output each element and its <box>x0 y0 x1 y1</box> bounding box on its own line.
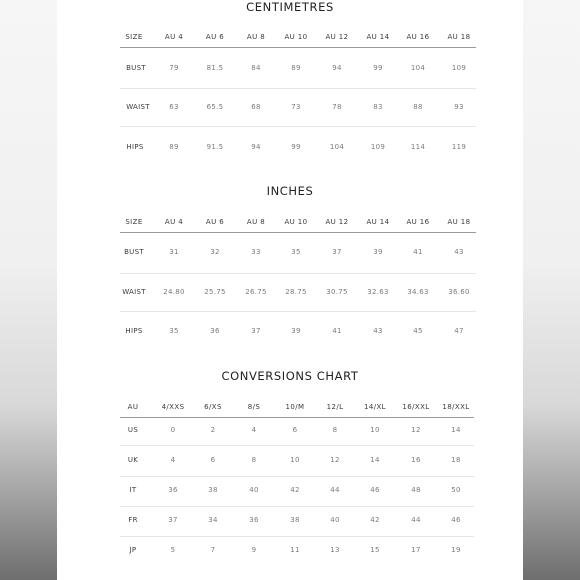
table-cell: 11 <box>290 546 300 554</box>
table-cell: 109 <box>370 143 386 151</box>
table-cell: 16 <box>411 456 421 464</box>
table-cell: 19 <box>451 546 461 554</box>
column-header: AU 18 <box>447 218 471 226</box>
table-cell: 0 <box>170 426 176 434</box>
column-header: SIZE <box>125 218 143 226</box>
column-header: AU 8 <box>246 33 266 41</box>
column-header: 12/L <box>326 403 344 411</box>
column-header: 8/S <box>247 403 261 411</box>
row-label: HIPS <box>126 143 144 151</box>
table-cell: 4 <box>170 456 176 464</box>
column-header: SIZE <box>125 33 143 41</box>
size-guide-sheet <box>57 0 523 580</box>
table-cell: 45 <box>413 327 423 335</box>
table-cell: 63 <box>169 103 179 111</box>
table-cell: 12 <box>411 426 421 434</box>
table-cell: 33 <box>251 248 261 256</box>
table-cell: 48 <box>411 486 421 494</box>
table-cell: 34.63 <box>407 288 429 296</box>
table-cell: 44 <box>330 486 340 494</box>
column-header: AU 16 <box>406 33 430 41</box>
table-cell: 46 <box>370 486 380 494</box>
table-cell: 34 <box>208 516 218 524</box>
table-cell: 104 <box>329 143 345 151</box>
table-cell: 89 <box>291 64 301 72</box>
table-cell: 89 <box>169 143 179 151</box>
table-cell: 36.60 <box>448 288 470 296</box>
table-cell: 79 <box>169 64 179 72</box>
table-cell: 31 <box>169 248 179 256</box>
table-cell: 119 <box>451 143 467 151</box>
table-cell: 18 <box>451 456 461 464</box>
table-cell: 99 <box>373 64 383 72</box>
table-cell: 9 <box>251 546 257 554</box>
column-header: 14/XL <box>364 403 386 411</box>
table-cell: 13 <box>330 546 340 554</box>
column-header: AU 8 <box>246 218 266 226</box>
row-divider <box>120 273 476 274</box>
inches-title: INCHES <box>266 184 314 198</box>
column-header: AU 10 <box>284 33 308 41</box>
column-header: AU 14 <box>366 33 390 41</box>
table-cell: 10 <box>290 456 300 464</box>
table-cell: 12 <box>330 456 340 464</box>
table-cell: 28.75 <box>285 288 307 296</box>
table-cell: 109 <box>451 64 467 72</box>
column-header: AU 10 <box>284 218 308 226</box>
table-cell: 43 <box>373 327 383 335</box>
row-label: BUST <box>126 64 146 72</box>
table-cell: 10 <box>370 426 380 434</box>
table-cell: 38 <box>290 516 300 524</box>
table-cell: 94 <box>332 64 342 72</box>
row-divider <box>120 445 474 446</box>
column-header: AU 4 <box>164 218 184 226</box>
table-cell: 39 <box>373 248 383 256</box>
table-cell: 41 <box>413 248 423 256</box>
table-cell: 42 <box>290 486 300 494</box>
table-cell: 50 <box>451 486 461 494</box>
column-header: 4/XXS <box>161 403 185 411</box>
table-cell: 6 <box>210 456 216 464</box>
table-cell: 73 <box>291 103 301 111</box>
table-cell: 5 <box>170 546 176 554</box>
row-divider <box>120 311 476 312</box>
table-cell: 99 <box>291 143 301 151</box>
table-cell: 65.5 <box>206 103 224 111</box>
row-label: WAIST <box>126 103 150 111</box>
column-header: 6/XS <box>204 403 222 411</box>
column-header: 18/XXL <box>442 403 470 411</box>
table-cell: 15 <box>370 546 380 554</box>
column-header: AU 4 <box>164 33 184 41</box>
table-cell: 114 <box>410 143 426 151</box>
row-divider <box>120 88 476 89</box>
table-cell: 32 <box>210 248 220 256</box>
table-cell: 14 <box>451 426 461 434</box>
table-cell: 36 <box>168 486 178 494</box>
table-cell: 7 <box>210 546 216 554</box>
column-header: AU 18 <box>447 33 471 41</box>
table-cell: 25.75 <box>204 288 226 296</box>
table-cell: 47 <box>454 327 464 335</box>
table-cell: 78 <box>332 103 342 111</box>
column-header: AU 6 <box>205 33 225 41</box>
row-label: UK <box>127 456 139 464</box>
table-cell: 36 <box>210 327 220 335</box>
table-cell: 84 <box>251 64 261 72</box>
row-divider <box>120 476 474 477</box>
table-cell: 104 <box>410 64 426 72</box>
row-divider <box>120 536 474 537</box>
row-divider <box>120 506 474 507</box>
column-header: AU 6 <box>205 218 225 226</box>
table-cell: 83 <box>373 103 383 111</box>
table-cell: 40 <box>249 486 259 494</box>
table-cell: 81.5 <box>206 64 224 72</box>
table-cell: 2 <box>210 426 216 434</box>
table-cell: 43 <box>454 248 464 256</box>
table-cell: 14 <box>370 456 380 464</box>
row-label: FR <box>128 516 138 524</box>
column-header: AU 16 <box>406 218 430 226</box>
row-label: HIPS <box>125 327 143 335</box>
table-cell: 42 <box>370 516 380 524</box>
row-label: US <box>127 426 139 434</box>
table-cell: 41 <box>332 327 342 335</box>
column-header: 16/XXL <box>402 403 430 411</box>
table-cell: 94 <box>251 143 261 151</box>
row-divider <box>120 126 476 127</box>
table-cell: 8 <box>332 426 338 434</box>
table-cell: 35 <box>291 248 301 256</box>
conversions-title: CONVERSIONS CHART <box>221 369 359 383</box>
table-cell: 30.75 <box>326 288 348 296</box>
row-label: IT <box>129 486 137 494</box>
row-label: JP <box>129 546 137 554</box>
table-cell: 39 <box>291 327 301 335</box>
table-cell: 17 <box>411 546 421 554</box>
row-label: WAIST <box>122 288 146 296</box>
table-cell: 91.5 <box>206 143 224 151</box>
table-cell: 35 <box>169 327 179 335</box>
header-divider <box>120 47 476 48</box>
table-cell: 36 <box>249 516 259 524</box>
header-divider <box>120 417 474 418</box>
table-cell: 32.63 <box>367 288 389 296</box>
column-header: AU <box>127 403 139 411</box>
table-cell: 38 <box>208 486 218 494</box>
row-label: BUST <box>124 248 144 256</box>
table-cell: 68 <box>251 103 261 111</box>
table-cell: 26.75 <box>245 288 267 296</box>
table-cell: 44 <box>411 516 421 524</box>
table-cell: 37 <box>168 516 178 524</box>
column-header: AU 12 <box>325 218 349 226</box>
column-header: 10/M <box>285 403 305 411</box>
table-cell: 24.80 <box>163 288 185 296</box>
table-cell: 40 <box>330 516 340 524</box>
table-cell: 6 <box>292 426 298 434</box>
column-header: AU 14 <box>366 218 390 226</box>
table-cell: 37 <box>251 327 261 335</box>
column-header: AU 12 <box>325 33 349 41</box>
table-cell: 88 <box>413 103 423 111</box>
table-cell: 46 <box>451 516 461 524</box>
centimetres-title: CENTIMETRES <box>246 0 334 14</box>
table-cell: 93 <box>454 103 464 111</box>
table-cell: 8 <box>251 456 257 464</box>
table-cell: 37 <box>332 248 342 256</box>
table-cell: 4 <box>251 426 257 434</box>
header-divider <box>120 232 476 233</box>
